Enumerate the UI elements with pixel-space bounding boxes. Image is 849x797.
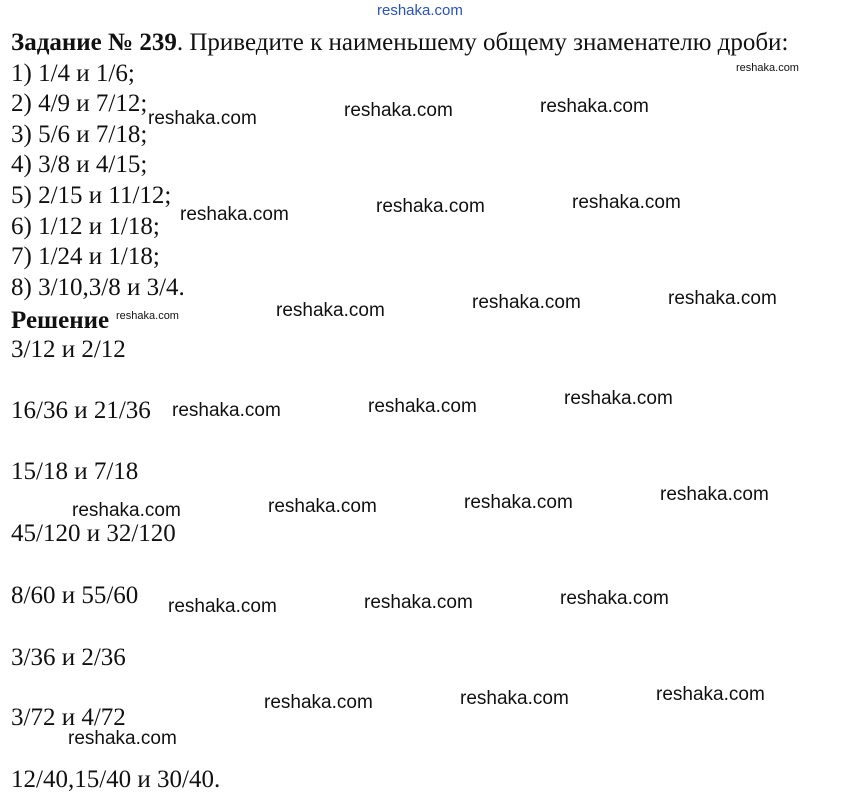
watermark: reshaka.com	[268, 496, 377, 517]
watermark: reshaka.com	[572, 192, 681, 213]
watermark: reshaka.com	[116, 310, 179, 322]
problem-item: 6) 1/12 и 1/18;	[11, 213, 160, 240]
watermark: reshaka.com	[564, 388, 673, 409]
watermark: reshaka.com	[472, 292, 581, 313]
problem-item: 3) 5/6 и 7/18;	[11, 121, 148, 148]
watermark: reshaka.com	[264, 692, 373, 713]
answer-item: 8/60 и 55/60	[11, 582, 139, 609]
problem-item: 5) 2/15 и 11/12;	[11, 182, 172, 209]
answer-item: 15/18 и 7/18	[11, 458, 139, 485]
answer-item: 3/12 и 2/12	[11, 336, 126, 363]
watermark: reshaka.com	[68, 728, 177, 749]
solution-heading: Решение	[11, 307, 110, 334]
watermark: reshaka.com	[168, 596, 277, 617]
problem-item: 7) 1/24 и 1/18;	[11, 243, 160, 270]
watermark: reshaka.com	[464, 492, 573, 513]
watermark: reshaka.com	[560, 588, 669, 609]
watermark: reshaka.com	[736, 62, 799, 74]
watermark: reshaka.com	[344, 100, 453, 121]
watermark: reshaka.com	[368, 396, 477, 417]
watermark: reshaka.com	[540, 96, 649, 117]
problem-item: 8) 3/10,3/8 и 3/4.	[11, 274, 185, 301]
problem-item: 4) 3/8 и 4/15;	[11, 151, 148, 178]
watermark: reshaka.com	[656, 684, 765, 705]
watermark: reshaka.com	[172, 400, 281, 421]
watermark: reshaka.com	[660, 484, 769, 505]
problem-item: 1) 1/4 и 1/6;	[11, 60, 135, 87]
watermark: reshaka.com	[376, 196, 485, 217]
task-title: Задание № 239	[11, 29, 177, 56]
watermark: reshaka.com	[72, 500, 181, 521]
task-text: . Приведите к наименьшему общему знаменателю дроби:	[176, 29, 789, 56]
answer-item: 3/36 и 2/36	[11, 644, 126, 671]
task-heading	[11, 28, 788, 58]
watermark: reshaka.com	[364, 592, 473, 613]
watermark: reshaka.com	[180, 204, 289, 225]
answer-item: 3/72 и 4/72	[11, 704, 126, 731]
watermark: reshaka.com	[460, 688, 569, 709]
answer-item: 45/120 и 32/120	[11, 520, 176, 547]
answer-item: 12/40,15/40 и 30/40.	[11, 766, 221, 793]
watermark: reshaka.com	[148, 108, 257, 129]
site-link[interactable]: reshaka.com	[377, 2, 463, 19]
problem-item: 2) 4/9 и 7/12;	[11, 90, 148, 117]
watermark: reshaka.com	[276, 300, 385, 321]
watermark: reshaka.com	[668, 288, 777, 309]
answer-item: 16/36 и 21/36	[11, 397, 151, 424]
